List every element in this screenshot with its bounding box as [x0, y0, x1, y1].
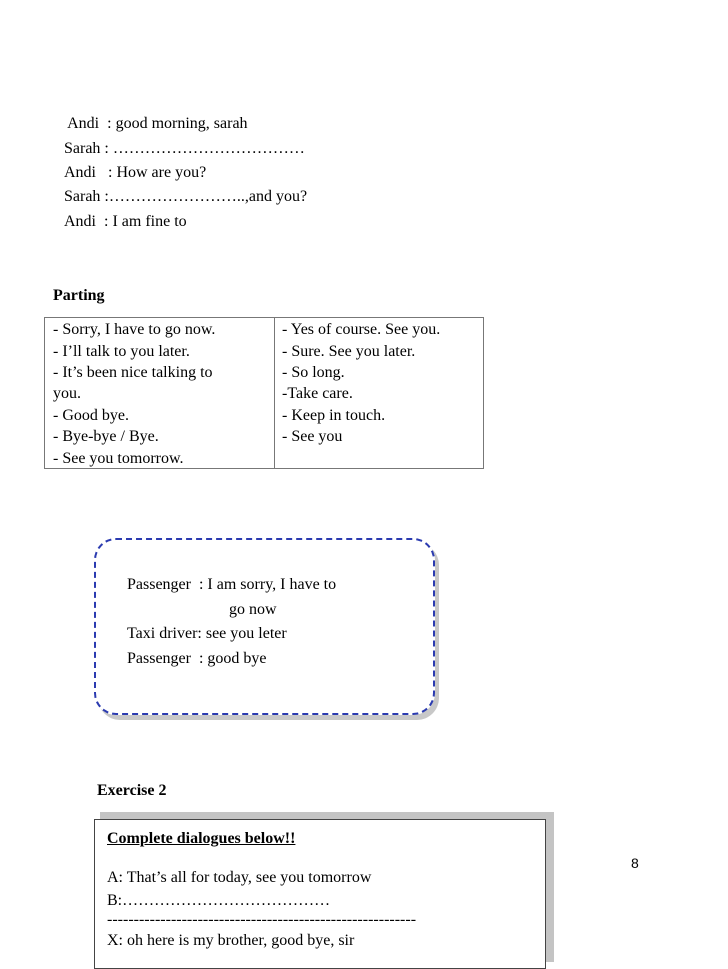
parting-table [44, 317, 484, 469]
exercise-heading: Exercise 2 [97, 782, 167, 799]
parting-response: - Yes of course. See you. [282, 321, 441, 338]
dialogue-line-andi-2: Andi : How are you? [64, 164, 207, 181]
parting-response: - Sure. See you later. [282, 343, 416, 360]
parting-expression: - It’s been nice talking to [53, 364, 213, 381]
taxi-line-passenger-1-cont: go now [229, 601, 277, 618]
parting-response: - See you [282, 428, 343, 445]
exercise-separator: ---------------------------------------------------------- [107, 911, 417, 928]
parting-expression: - Bye-bye / Bye. [53, 428, 159, 445]
parting-response: - So long. [282, 364, 345, 381]
dialogue-line-andi-1: Andi : good morning, sarah [64, 115, 248, 132]
dialogue-line-sarah-1: Sarah : ……………………………… [64, 140, 305, 157]
parting-heading: Parting [53, 287, 105, 304]
dialogue-line-sarah-2: Sarah :……………………..,and you? [64, 188, 308, 205]
table-divider [274, 318, 275, 468]
parting-response: -Take care. [282, 385, 353, 402]
taxi-line-passenger-1: Passenger : I am sorry, I have to [127, 576, 337, 593]
exercise-line: A: That’s all for today, see you tomorrow [107, 869, 372, 886]
parting-expression: you. [53, 385, 81, 402]
taxi-line-passenger-2: Passenger : good bye [127, 650, 267, 667]
exercise-blank-line: B:………………………………… [107, 892, 331, 909]
page-number: 8 [631, 855, 639, 871]
dialogue-line-andi-3: Andi : I am fine to [64, 213, 187, 230]
parting-expression: - Good bye. [53, 407, 129, 424]
parting-expression: - Sorry, I have to go now. [53, 321, 216, 338]
parting-expression: - See you tomorrow. [53, 450, 184, 467]
exercise-box-heading: Complete dialogues below!! [107, 830, 296, 847]
taxi-line-driver: Taxi driver: see you leter [127, 625, 287, 642]
parting-response: - Keep in touch. [282, 407, 386, 424]
parting-expression: - I’ll talk to you later. [53, 343, 190, 360]
exercise-line: X: oh here is my brother, good bye, sir [107, 932, 355, 949]
